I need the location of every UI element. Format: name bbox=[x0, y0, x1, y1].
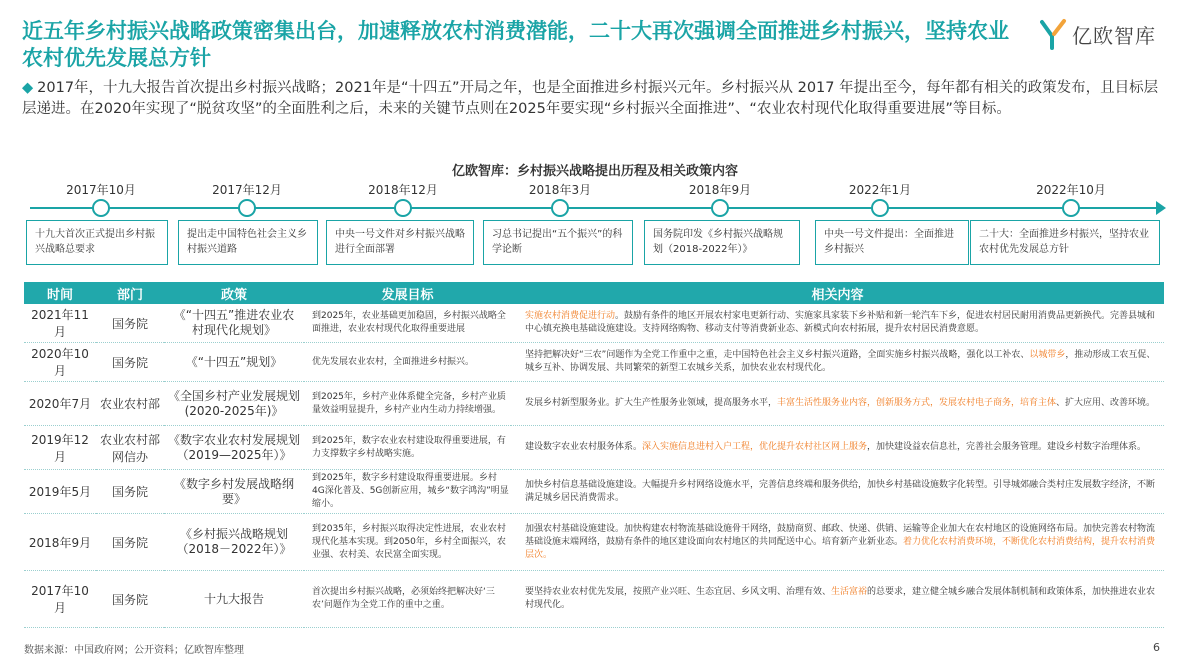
cell-time: 2020年7月 bbox=[24, 382, 96, 426]
cell-policy: 《乡村振兴战略规划（2018－2022年）》 bbox=[164, 514, 304, 571]
content-text: 、扩大应用、改善环境。 bbox=[1056, 398, 1156, 408]
timeline-date: 2017年12月 bbox=[212, 183, 282, 197]
cell-dept: 国务院 bbox=[96, 343, 164, 382]
header-dept: 部门 bbox=[96, 282, 164, 304]
cell-time: 2021年11月 bbox=[24, 304, 96, 343]
cell-content bbox=[511, 382, 1164, 426]
cell-time: 2019年5月 bbox=[24, 470, 96, 514]
cell-policy: 《数字农业农村发展规划（2019—2025年）》 bbox=[164, 426, 304, 470]
table-row bbox=[24, 304, 1164, 343]
cell-goal: 优先发展农业农村，全面推进乡村振兴。 bbox=[304, 343, 511, 382]
cell-dept: 国务院 bbox=[96, 470, 164, 514]
timeline-node-icon bbox=[711, 199, 729, 217]
cell-content bbox=[511, 426, 1164, 470]
timeline-event-box: 提出走中国特色社会主义乡村振兴道路 bbox=[178, 220, 318, 265]
cell-time: 2020年10月 bbox=[24, 343, 96, 382]
logo-icon bbox=[1040, 18, 1068, 50]
table-header-row bbox=[24, 282, 1164, 304]
timeline-node-icon bbox=[238, 199, 256, 217]
table-row bbox=[24, 343, 1164, 382]
intro-paragraph bbox=[22, 78, 1170, 120]
timeline-event-box: 中央一号文件提出：全面推进乡村振兴 bbox=[815, 220, 969, 265]
cell-policy: 《数字乡村发展战略纲要》 bbox=[164, 470, 304, 514]
timeline-date: 2022年1月 bbox=[848, 183, 912, 197]
timeline-event-box: 二十大：全面推进乡村振兴，坚持农业农村优先发展总方针 bbox=[970, 220, 1160, 265]
diamond-bullet-icon: ◆ bbox=[22, 80, 34, 96]
table-row bbox=[24, 514, 1164, 571]
cell-dept: 国务院 bbox=[96, 304, 164, 343]
highlighted-text: 生活富裕 bbox=[831, 587, 868, 597]
cell-goal: 到2025年，乡村产业体系健全完备，乡村产业质量效益明显提升，乡村产业内生动力持续增强。 bbox=[304, 382, 511, 426]
page-title: 近五年乡村振兴战略政策密集出台，加速释放农村消费潜能，二十大再次强调全面推进乡村振兴，坚持农业农村优先发展总方针 bbox=[22, 19, 1009, 70]
timeline-date: 2018年12月 bbox=[368, 183, 438, 197]
cell-dept: 农业农村部 bbox=[96, 382, 164, 426]
cell-content bbox=[511, 571, 1164, 628]
timeline-date: 2022年10月 bbox=[1036, 183, 1106, 197]
cell-goal: 到2025年，农业基础更加稳固，乡村振兴战略全面推进，农业农村现代化取得重要进展 bbox=[304, 304, 511, 343]
content-text: 发展乡村新型服务业。扩大生产性服务业领域，提高服务水平， bbox=[525, 398, 778, 408]
content-text: ，加快建设益农信息社，完善社会服务管理。建设乡村数字治理体系。 bbox=[867, 442, 1147, 452]
highlighted-text: 实施农村消费促进行动 bbox=[525, 311, 616, 321]
logo-text: 亿欧智库 bbox=[1072, 23, 1156, 48]
table-row bbox=[24, 470, 1164, 514]
timeline-event-box: 国务院印发《乡村振兴战略规划（2018-2022年）》 bbox=[644, 220, 800, 265]
cell-policy: 《“十四五”推进农业农村现代化规划》 bbox=[164, 304, 304, 343]
table-row bbox=[24, 571, 1164, 628]
content-text: 加快乡村信息基础设施建设。大幅提升乡村网络设施水平，完善信息终端和服务供给，加快乡村基础设施数字化转型。引导城郊融合类村庄发展数字经济，不断满足城乡居民消费需求。 bbox=[525, 479, 1156, 503]
content-text: 。鼓励有条件的地区开展农村家电更新行动、实施家具家装下乡补贴和新一轮汽车下乡，促进农村居民耐用消费品更新换代。完善县城和中心镇充换电基础设施建设。支持网络购物、移动支付等消费新业态、新模式向农村拓展，提升农村居民消费意愿。 bbox=[525, 311, 1156, 334]
timeline-node-icon bbox=[92, 199, 110, 217]
cell-goal: 到2035年，乡村振兴取得决定性进展，农业农村现代化基本实现。到2050年，乡村全面振兴，农业强、农村美、农民富全面实现。 bbox=[304, 514, 511, 571]
cell-policy: 十九大报告 bbox=[164, 571, 304, 628]
content-text: 坚持把解决好“三农”问题作为全党工作重中之重，走中国特色社会主义乡村振兴道路，全面实施乡村振兴战略，强化以工补农、 bbox=[525, 350, 1030, 360]
cell-dept: 国务院 bbox=[96, 514, 164, 571]
content-text: 要坚持农业农村优先发展，按照产业兴旺、生态宜居、乡风文明、治理有效、 bbox=[525, 587, 832, 597]
content-text: 加强农村基础设施建设。加快构建农村物流基础设施骨干网络，鼓励商贸、邮政、快递、供销、运输等企业加大在农村地区的设施网络布局。加快完善农村物流基础设施末端网络，鼓励有条件的地区建设面向农村地区的共同配送中心。培育新产业新业态。 bbox=[525, 523, 1156, 547]
cell-content bbox=[511, 343, 1164, 382]
highlighted-text: 丰富生活性服务业内容，创新服务方式，发展农村电子商务，培育主体 bbox=[777, 398, 1057, 408]
header-content: 相关内容 bbox=[511, 282, 1164, 304]
page-number: 6 bbox=[1153, 641, 1160, 654]
highlighted-text: 深入实施信息进村入户工程，优化提升农村社区网上服务 bbox=[642, 442, 868, 452]
timeline-title: 亿欧智库：乡村振兴战略提出历程及相关政策内容 bbox=[451, 164, 738, 179]
timeline-event-box: 习总书记提出“五个振兴”的科学论断 bbox=[483, 220, 633, 265]
timeline-arrow-icon bbox=[1156, 201, 1166, 215]
timeline-axis bbox=[30, 207, 1160, 209]
header-time: 时间 bbox=[24, 282, 96, 304]
header-goal: 发展目标 bbox=[304, 282, 511, 304]
highlighted-text: 着力优化农村消费环境，不断优化农村消费结构，提升农村消费层次。 bbox=[525, 536, 1156, 560]
cell-policy: 《全国乡村产业发展规划(2020-2025年)》 bbox=[164, 382, 304, 426]
table-body bbox=[24, 304, 1164, 628]
table-row bbox=[24, 382, 1164, 426]
timeline-date: 2018年3月 bbox=[528, 183, 592, 197]
cell-goal: 首次提出乡村振兴战略，必须始终把解决好‘三农’问题作为全党工作的重中之重。 bbox=[304, 571, 511, 628]
table-row bbox=[24, 426, 1164, 470]
timeline-date: 2018年9月 bbox=[688, 183, 752, 197]
highlighted-text: 以城带乡 bbox=[1029, 350, 1066, 360]
timeline-node-icon bbox=[551, 199, 569, 217]
intro-text: 2017年，十九大报告首次提出乡村振兴战略；2021年是“十四五”开局之年，也是全面推进乡村振兴元年。乡村振兴从 2017 年提出至今，每年都有相关的政策发布，且目标层层递进。在2020年实现了“脱贫攻坚”的全面胜利之后，未来的关键节点则在2025年要实现“乡村振兴全面推进”、“农业农村现代化取得重要进展”等目标。 bbox=[22, 80, 1159, 117]
timeline-date: 2017年10月 bbox=[66, 183, 136, 197]
cell-time: 2018年9月 bbox=[24, 514, 96, 571]
timeline-node-icon bbox=[871, 199, 889, 217]
cell-dept: 国务院 bbox=[96, 571, 164, 628]
cell-time: 2019年12月 bbox=[24, 426, 96, 470]
timeline-event-box: 十九大首次正式提出乡村振兴战略总要求 bbox=[26, 220, 168, 265]
timeline-event-box: 中央一号文件对乡村振兴战略进行全面部署 bbox=[326, 220, 474, 265]
cell-time: 2017年10月 bbox=[24, 571, 96, 628]
cell-goal: 到2025年，数字乡村建设取得重要进展。乡村4G深化普及、5G创新应用，城乡“数字鸿沟”明显缩小。 bbox=[304, 470, 511, 514]
cell-goal: 到2025年，数字农业农村建设取得重要进展，有力支撑数字乡村战略实施。 bbox=[304, 426, 511, 470]
content-text: 的总要求，建立健全城乡融合发展体制机制和政策体系，加快推进农业农村现代化。 bbox=[525, 587, 1156, 610]
brand-logo bbox=[1040, 18, 1156, 50]
cell-content bbox=[511, 470, 1164, 514]
timeline-node-icon bbox=[1062, 199, 1080, 217]
content-text: ，推动形成工农互促、城乡互补、协调发展、共同繁荣的新型工农城乡关系，加快农业农村现代化。 bbox=[525, 350, 1156, 373]
policy-table bbox=[24, 282, 1164, 628]
data-source: 数据来源：中国政府网；公开资料；亿欧智库整理 bbox=[24, 645, 244, 656]
cell-content bbox=[511, 514, 1164, 571]
cell-content bbox=[511, 304, 1164, 343]
header-policy: 政策 bbox=[164, 282, 304, 304]
cell-dept: 农业农村部网信办 bbox=[96, 426, 164, 470]
cell-policy: 《“十四五”规划》 bbox=[164, 343, 304, 382]
content-text: 建设数字农业农村服务体系。 bbox=[525, 442, 643, 452]
timeline-node-icon bbox=[394, 199, 412, 217]
